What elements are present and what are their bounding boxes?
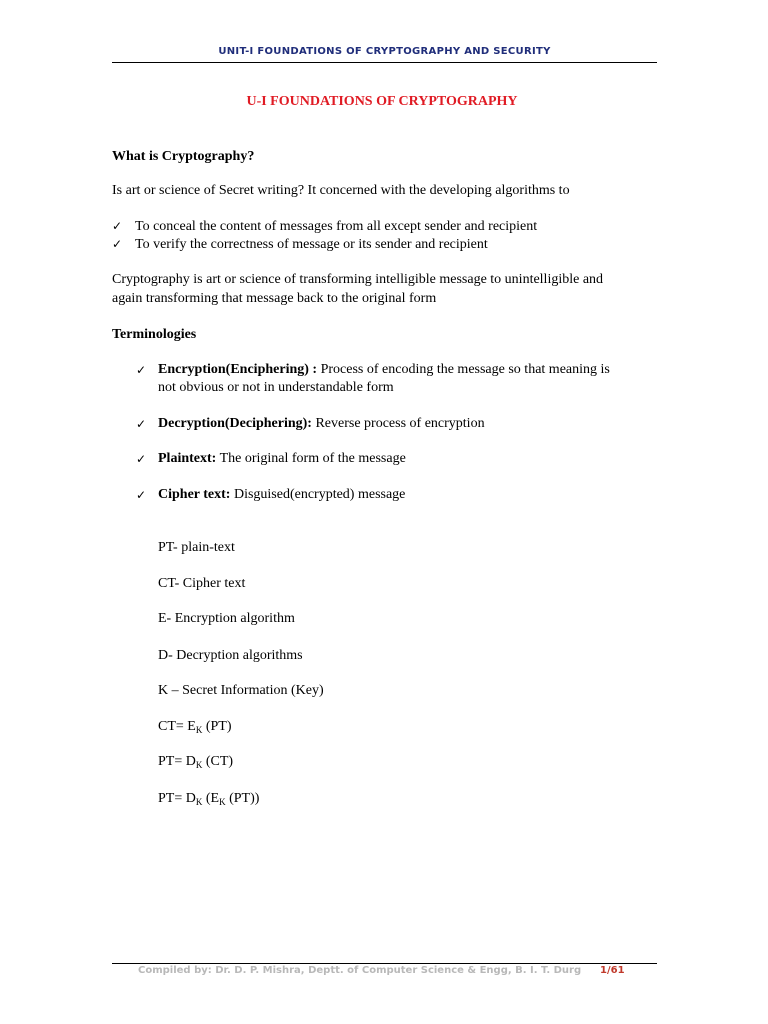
formula-part: CT= E <box>158 719 196 734</box>
terminologies-heading: Terminologies <box>112 327 197 342</box>
term-item <box>158 415 485 433</box>
notation-item: CT- Cipher text <box>158 576 246 591</box>
check-icon: ✓ <box>112 237 123 251</box>
term-label: Cipher text: <box>158 487 231 502</box>
question-heading: What is Cryptography? <box>112 149 255 164</box>
term-label: Decryption(Deciphering): <box>158 416 312 431</box>
check-icon: ✓ <box>136 452 147 466</box>
page-title: U-I FOUNDATIONS OF CRYPTOGRAPHY <box>246 94 518 109</box>
running-header: UNIT-I FOUNDATIONS OF CRYPTOGRAPHY AND SECURITY <box>218 46 551 57</box>
term-description: Disguised(encrypted) message <box>230 487 406 502</box>
notation-item: D- Decryption algorithms <box>158 648 303 663</box>
formula-part: (CT) <box>202 754 234 769</box>
notation-item: K – Secret Information (Key) <box>158 683 324 698</box>
formula-subscript: K <box>195 725 203 735</box>
header-rule <box>112 62 657 63</box>
formula-decrypt <box>158 753 233 771</box>
term-item <box>158 486 405 504</box>
footer-rule <box>112 963 657 964</box>
formula-subscript: K <box>219 797 226 807</box>
term-description: not obvious or not in understandable form <box>158 380 394 395</box>
term-description: Reverse process of encryption <box>311 416 485 431</box>
footer-credit: Compiled by: Dr. D. P. Mishra, Deptt. of Computer Science & Engg, B. I. T. Durg <box>138 965 582 976</box>
formula-part: PT= D <box>158 754 196 769</box>
term-description: Process of encoding the message so that meaning is <box>317 362 610 377</box>
bullet-item: To verify the correctness of message or its sender and recipient <box>135 237 488 252</box>
intro-paragraph: Is art or science of Secret writing? It concerned with the developing algorithms to <box>112 183 570 198</box>
formula-subscript: K <box>195 760 203 770</box>
formula-roundtrip <box>158 790 259 808</box>
term-label: Encryption(Enciphering) : <box>158 362 318 377</box>
term-description: The original form of the message <box>216 451 406 466</box>
bullet-item: To conceal the content of messages from all except sender and recipient <box>135 219 538 234</box>
formula-part: (PT)) <box>225 791 260 806</box>
check-icon: ✓ <box>136 417 147 431</box>
check-icon: ✓ <box>136 488 147 502</box>
term-item <box>158 361 610 379</box>
check-icon: ✓ <box>112 219 123 233</box>
formula-part: (PT) <box>202 719 232 734</box>
formula-subscript: K <box>195 797 203 807</box>
notation-item: PT- plain-text <box>158 540 235 555</box>
page-number: 1/61 <box>600 965 625 976</box>
notation-item: E- Encryption algorithm <box>158 611 295 626</box>
definition-line: Cryptography is art or science of transforming intelligible message to unintelligible and <box>112 272 604 287</box>
definition-line: again transforming that message back to the original form <box>112 291 437 306</box>
term-item <box>158 450 406 468</box>
formula-part: PT= D <box>158 791 196 806</box>
term-label: Plaintext: <box>158 451 217 466</box>
check-icon: ✓ <box>136 363 147 377</box>
formula-encrypt <box>158 718 232 736</box>
formula-part: (E <box>202 791 220 806</box>
